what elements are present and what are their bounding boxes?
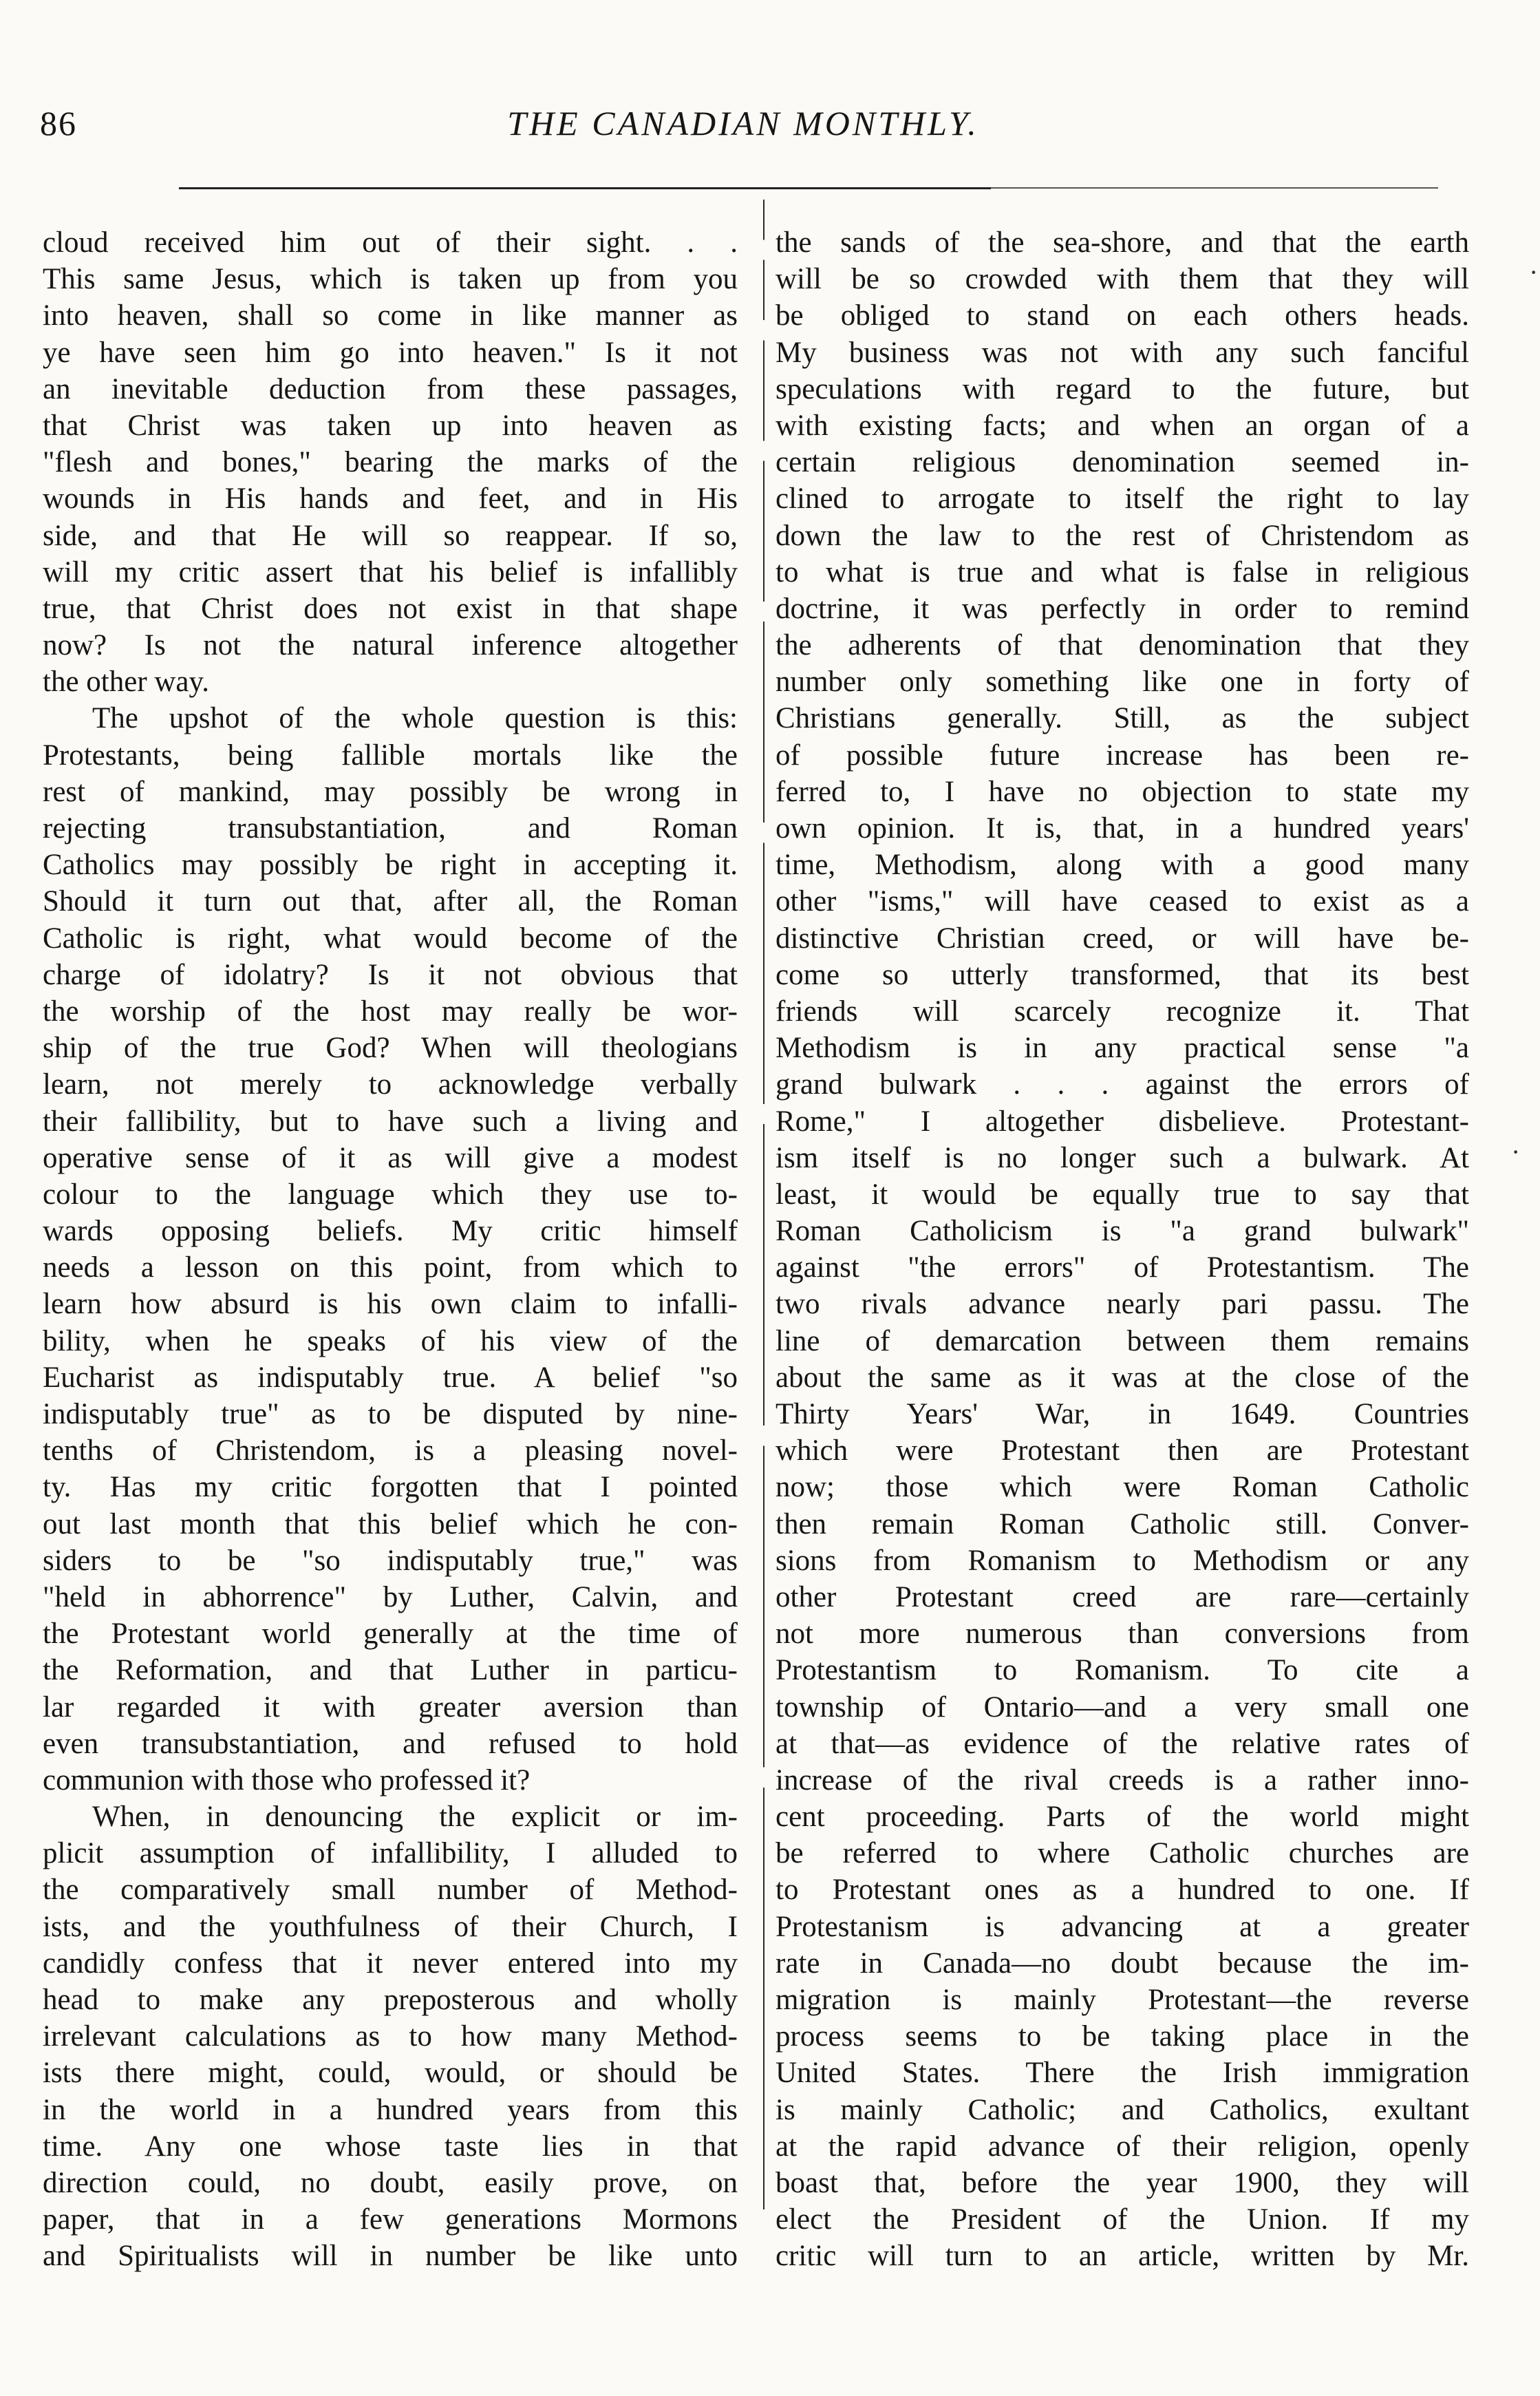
text-line: "flesh and bones," bearing the marks of the bbox=[43, 446, 738, 479]
text-line: ye have seen him go into heaven." Is it not bbox=[43, 336, 738, 369]
text-line: an inevitable deduction from these passages, bbox=[43, 372, 738, 405]
text-line: out last month that this belief which he con- bbox=[43, 1507, 738, 1540]
text-line: operative sense of it as will give a modest bbox=[43, 1141, 738, 1174]
text-line: rate in Canada—no doubt because the im- bbox=[776, 1947, 1469, 1980]
text-line: the worship of the host may really be wor- bbox=[43, 995, 738, 1028]
text-line: then remain Roman Catholic still. Conver- bbox=[776, 1507, 1469, 1540]
text-line: irrelevant calculations as to how many Method- bbox=[43, 2020, 738, 2053]
text-line: Rome," I altogether disbelieve. Protestant- bbox=[776, 1105, 1469, 1138]
text-line: against "the errors" of Protestantism. The bbox=[776, 1251, 1469, 1284]
text-line: not more numerous than conversions from bbox=[776, 1618, 1469, 1651]
text-line: now? Is not the natural inference altogether bbox=[43, 629, 738, 662]
header-rule bbox=[179, 187, 991, 189]
text-line: migration is mainly Protestant—the reverse bbox=[776, 1984, 1469, 2016]
text-line: side, and that He will so reappear. If so, bbox=[43, 519, 738, 552]
text-line: number only something like one in forty of bbox=[776, 666, 1469, 699]
text-line: "held in abhorrence" by Luther, Calvin, and bbox=[43, 1580, 738, 1613]
text-line: learn how absurd is his own claim to infalli- bbox=[43, 1288, 738, 1321]
text-line: about the same as it was at the close of the bbox=[776, 1361, 1469, 1394]
text-line: least, it would be equally true to say that bbox=[776, 1178, 1469, 1211]
text-line: direction could, no doubt, easily prove, on bbox=[43, 2166, 738, 2199]
text-line: Protestanism is advancing at a greater bbox=[776, 1910, 1469, 1943]
text-line: distinctive Christian creed, or will have be- bbox=[776, 922, 1469, 955]
text-line: Catholics may possibly be right in accepting it. bbox=[43, 849, 738, 882]
text-line: learn, not merely to acknowledge verbally bbox=[43, 1068, 738, 1101]
text-line: two rivals advance nearly pari passu. The bbox=[776, 1288, 1469, 1321]
text-line: critic will turn to an article, written by Mr. bbox=[776, 2240, 1469, 2273]
text-line: speculations with regard to the future, but bbox=[776, 372, 1469, 405]
text-line: which were Protestant then are Protestant bbox=[776, 1434, 1469, 1467]
text-line: Protestantism to Romanism. To cite a bbox=[776, 1654, 1469, 1687]
text-line: ists, and the youthfulness of their Church, I bbox=[43, 1910, 738, 1943]
text-line: into heaven, shall so come in like manner as bbox=[43, 299, 738, 332]
text-line: will be so crowded with them that they will bbox=[776, 263, 1469, 296]
text-line: tenths of Christendom, is a pleasing novel- bbox=[43, 1434, 738, 1467]
text-line: own opinion. It is, that, in a hundred years' bbox=[776, 812, 1469, 845]
text-line: United States. There the Irish immigration bbox=[776, 2057, 1469, 2090]
text-line: of possible future increase has been re- bbox=[776, 739, 1469, 772]
text-line: wards opposing beliefs. My critic himself bbox=[43, 1215, 738, 1248]
text-line: the other way. bbox=[43, 666, 209, 699]
text-line: communion with those who professed it? bbox=[43, 1763, 531, 1796]
text-line: time, Methodism, along with a good many bbox=[776, 849, 1469, 882]
text-line: certain religious denomination seemed in- bbox=[776, 446, 1469, 479]
text-line: at that—as evidence of the relative rates of bbox=[776, 1727, 1469, 1760]
text-line: the sands of the sea-shore, and that the earth bbox=[776, 226, 1469, 259]
text-line: Christians generally. Still, as the subject bbox=[776, 702, 1469, 735]
text-line: township of Ontario—and a very small one bbox=[776, 1690, 1469, 1724]
text-line: ferred to, I have no objection to state my bbox=[776, 775, 1469, 808]
text-line: boast that, before the year 1900, they will bbox=[776, 2166, 1469, 2199]
text-line: time. Any one whose taste lies in that bbox=[43, 2130, 738, 2163]
text-line: and Spiritualists will in number be like unto bbox=[43, 2240, 738, 2273]
text-line: candidly confess that it never entered into my bbox=[43, 1947, 738, 1980]
text-line: rest of mankind, may possibly be wrong in bbox=[43, 775, 738, 808]
text-line: paper, that in a few generations Mormons bbox=[43, 2203, 738, 2236]
text-line: doctrine, it was perfectly in order to remind bbox=[776, 592, 1469, 625]
column-divider bbox=[763, 200, 764, 2209]
text-line: the adherents of that denomination that they bbox=[776, 629, 1469, 662]
text-line: to what is true and what is false in religious bbox=[776, 555, 1469, 589]
text-line: clined to arrogate to itself the right to lay bbox=[776, 483, 1469, 516]
text-line: The upshot of the whole question is this: bbox=[92, 702, 738, 735]
page-header bbox=[0, 103, 1540, 165]
text-line: process seems to be taking place in the bbox=[776, 2020, 1469, 2053]
text-line: the Reformation, and that Luther in particu- bbox=[43, 1654, 738, 1687]
text-line: bility, when he speaks of his view of the bbox=[43, 1324, 738, 1357]
text-line: ty. Has my critic forgotten that I pointed bbox=[43, 1471, 738, 1504]
text-line: Should it turn out that, after all, the Roman bbox=[43, 885, 738, 918]
text-line: at the rapid advance of their religion, openly bbox=[776, 2130, 1469, 2163]
margin-speck: · bbox=[1529, 257, 1539, 288]
text-line: wounds in His hands and feet, and in His bbox=[43, 483, 738, 516]
text-line: increase of the rival creeds is a rather inno- bbox=[776, 1763, 1469, 1796]
text-line: cloud received him out of their sight. . . bbox=[43, 226, 738, 259]
text-line: head to make any preposterous and wholly bbox=[43, 1984, 738, 2016]
text-line: line of demarcation between them remains bbox=[776, 1324, 1469, 1357]
text-line: charge of idolatry? Is it not obvious that bbox=[43, 958, 738, 991]
text-line: siders to be "so indisputably true," was bbox=[43, 1544, 738, 1577]
text-line: needs a lesson on this point, from which to bbox=[43, 1251, 738, 1284]
header-rule-faint bbox=[991, 187, 1438, 189]
text-line: even transubstantiation, and refused to hold bbox=[43, 1727, 738, 1760]
text-line: Methodism is in any practical sense "a bbox=[776, 1032, 1469, 1065]
text-line: their fallibility, but to have such a living and bbox=[43, 1105, 738, 1138]
text-line: now; those which were Roman Catholic bbox=[776, 1471, 1469, 1504]
text-line: to Protestant ones as a hundred to one. If bbox=[776, 1874, 1469, 1907]
text-line: grand bulwark . . . against the errors of bbox=[776, 1068, 1469, 1101]
text-line: plicit assumption of infallibility, I alluded to bbox=[43, 1837, 738, 1870]
text-line: down the law to the rest of Christendom as bbox=[776, 519, 1469, 552]
text-line: will my critic assert that his belief is infallibly bbox=[43, 555, 738, 589]
text-line: indisputably true" as to be disputed by nine- bbox=[43, 1398, 738, 1430]
page-number: 86 bbox=[40, 104, 77, 142]
text-line: that Christ was taken up into heaven as bbox=[43, 409, 738, 442]
text-line: Eucharist as indisputably true. A belief "so bbox=[43, 1361, 738, 1394]
text-line: Thirty Years' War, in 1649. Countries bbox=[776, 1398, 1469, 1430]
text-line: is mainly Catholic; and Catholics, exultant bbox=[776, 2093, 1469, 2126]
text-line: Protestants, being fallible mortals like the bbox=[43, 739, 738, 772]
text-line: My business was not with any such fanciful bbox=[776, 336, 1469, 369]
text-line: be obliged to stand on each others heads. bbox=[776, 299, 1469, 332]
text-line: Catholic is right, what would become of the bbox=[43, 922, 738, 955]
right-column bbox=[776, 224, 1469, 2275]
text-line: with existing facts; and when an organ of a bbox=[776, 409, 1469, 442]
text-line: ists there might, could, would, or should be bbox=[43, 2057, 738, 2090]
text-line: the comparatively small number of Method- bbox=[43, 1874, 738, 1907]
text-line: come so utterly transformed, that its best bbox=[776, 958, 1469, 991]
text-line: ship of the true God? When will theologians bbox=[43, 1032, 738, 1065]
text-line: rejecting transubstantiation, and Roman bbox=[43, 812, 738, 845]
text-line: ism itself is no longer such a bulwark. At bbox=[776, 1141, 1469, 1174]
text-line: true, that Christ does not exist in that shape bbox=[43, 592, 738, 625]
text-line: cent proceeding. Parts of the world might bbox=[776, 1801, 1469, 1834]
running-title: THE CANADIAN MONTHLY. bbox=[507, 104, 979, 142]
text-line: the Protestant world generally at the time of bbox=[43, 1618, 738, 1651]
text-line: colour to the language which they use to- bbox=[43, 1178, 738, 1211]
left-column bbox=[43, 224, 738, 2275]
text-line: friends will scarcely recognize it. That bbox=[776, 995, 1469, 1028]
text-line: be referred to where Catholic churches are bbox=[776, 1837, 1469, 1870]
margin-speck: · bbox=[1511, 1136, 1521, 1167]
text-line: other Protestant creed are rare—certainly bbox=[776, 1580, 1469, 1613]
text-line: When, in denouncing the explicit or im- bbox=[92, 1801, 738, 1834]
text-line: elect the President of the Union. If my bbox=[776, 2203, 1469, 2236]
text-line: in the world in a hundred years from this bbox=[43, 2093, 738, 2126]
text-line: sions from Romanism to Methodism or any bbox=[776, 1544, 1469, 1577]
text-line: lar regarded it with greater aversion than bbox=[43, 1690, 738, 1724]
text-line: Roman Catholicism is "a grand bulwark" bbox=[776, 1215, 1469, 1248]
text-line: This same Jesus, which is taken up from you bbox=[43, 263, 738, 296]
text-line: other "isms," will have ceased to exist as a bbox=[776, 885, 1469, 918]
